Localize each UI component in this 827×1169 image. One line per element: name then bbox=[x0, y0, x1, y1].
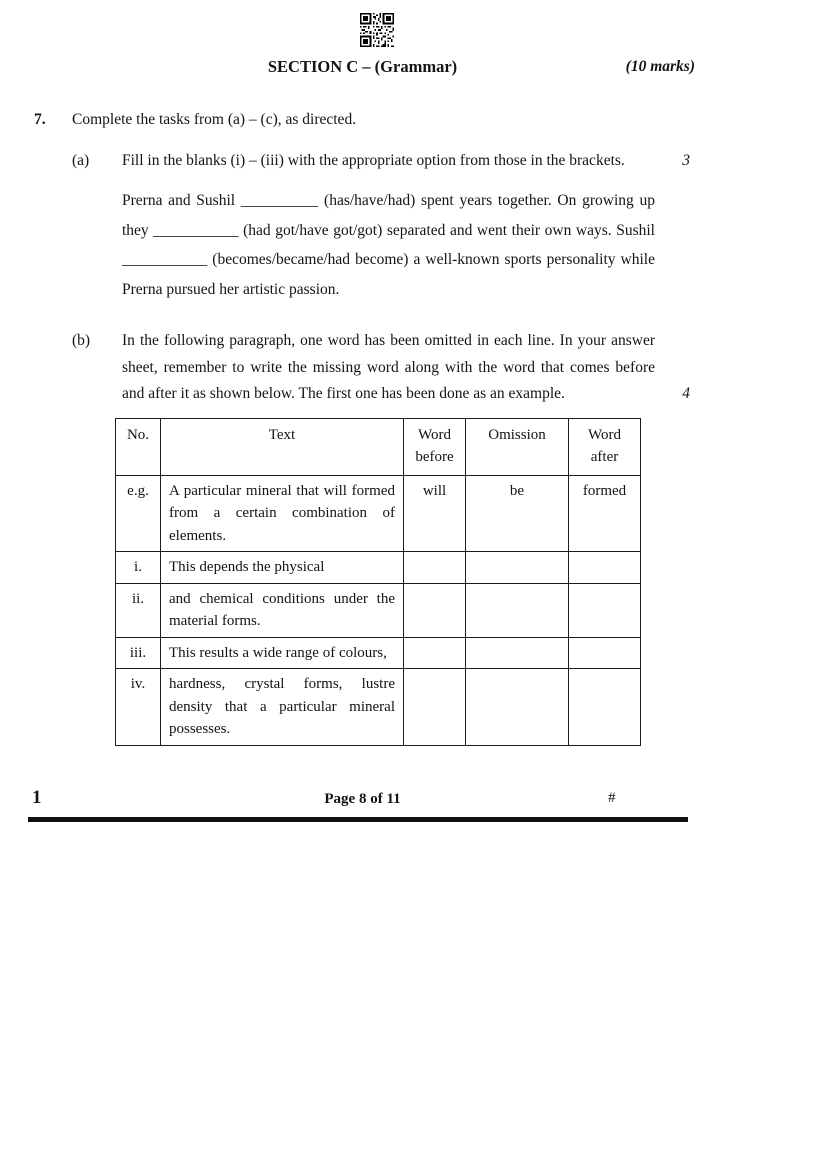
question-number: 7. bbox=[34, 111, 46, 128]
table-row-iii bbox=[116, 637, 641, 669]
page-footer bbox=[30, 786, 695, 813]
footer-set-number: 1 bbox=[32, 786, 42, 808]
row-word-before: will bbox=[404, 475, 466, 552]
row-word-before bbox=[404, 669, 466, 746]
row-omission bbox=[466, 637, 569, 669]
part-a-label: (a) bbox=[72, 152, 90, 169]
row-omission bbox=[466, 583, 569, 637]
question-intro: Complete the tasks from (a) – (c), as directed. bbox=[72, 111, 357, 128]
row-text: A particular mineral that will formed from a certain combination of elements. bbox=[161, 475, 404, 552]
part-b-instruction: In the following paragraph, one word has been omitted in each line. In your answer sheet, remember to write the missing word along with the word that comes before and after it as shown below. The first one has been done as an example. bbox=[122, 332, 655, 402]
row-no: iii. bbox=[116, 637, 161, 669]
row-word-before bbox=[404, 583, 466, 637]
col-header-omission: Omission bbox=[466, 418, 569, 475]
footer-rule bbox=[28, 817, 688, 822]
table-row-ii bbox=[116, 583, 641, 637]
row-word-after: formed bbox=[569, 475, 641, 552]
section-header bbox=[30, 56, 695, 77]
row-omission bbox=[466, 552, 569, 584]
table-row-example bbox=[116, 475, 641, 552]
qr-code bbox=[360, 13, 394, 47]
omission-table bbox=[115, 418, 641, 746]
footer-page-indicator: Page 8 of 11 bbox=[324, 790, 401, 807]
question-7 bbox=[30, 105, 695, 134]
row-no: iv. bbox=[116, 669, 161, 746]
section-title: SECTION C – (Grammar) bbox=[267, 57, 458, 76]
qr-code-row bbox=[30, 0, 695, 47]
row-word-after bbox=[569, 583, 641, 637]
row-no: e.g. bbox=[116, 475, 161, 552]
part-a bbox=[72, 146, 695, 175]
row-text: This results a wide range of colours, bbox=[161, 637, 404, 669]
row-text: This depends the physical bbox=[161, 552, 404, 584]
row-text: and chemical conditions under the material forms. bbox=[161, 583, 404, 637]
part-b bbox=[72, 328, 695, 408]
part-a-instruction: Fill in the blanks (i) – (iii) with the appropriate option from those in the brackets. bbox=[122, 152, 625, 169]
row-word-before bbox=[404, 637, 466, 669]
part-b-label: (b) bbox=[72, 332, 91, 349]
table-row-iv bbox=[116, 669, 641, 746]
table-header-row bbox=[116, 418, 641, 475]
exam-page bbox=[30, 0, 695, 822]
part-b-marks: 4 bbox=[682, 385, 690, 402]
section-total-marks: (10 marks) bbox=[625, 58, 695, 75]
row-text: hardness, crystal forms, lustre density that a particular mineral possesses. bbox=[161, 669, 404, 746]
col-header-word-after: Word after bbox=[569, 418, 641, 475]
part-a-passage: Prerna and Sushil __________ (has/have/had) spent years together. On growing up they ___________ (had got/have got/got) separated and went their own ways. Sushil ___________ (becomes/became/had become) a well-known sports personality while Prerna pursued her artistic passion. bbox=[122, 192, 655, 298]
row-no: i. bbox=[116, 552, 161, 584]
col-header-text: Text bbox=[161, 418, 404, 475]
row-no: ii. bbox=[116, 583, 161, 637]
row-word-after bbox=[569, 637, 641, 669]
footer-hash: # bbox=[608, 789, 616, 806]
col-header-no: No. bbox=[116, 418, 161, 475]
row-word-before bbox=[404, 552, 466, 584]
part-a-marks: 3 bbox=[682, 152, 690, 169]
row-omission: be bbox=[466, 475, 569, 552]
row-word-after bbox=[569, 552, 641, 584]
col-header-word-before: Word before bbox=[404, 418, 466, 475]
row-omission bbox=[466, 669, 569, 746]
table-row-i bbox=[116, 552, 641, 584]
row-word-after bbox=[569, 669, 641, 746]
